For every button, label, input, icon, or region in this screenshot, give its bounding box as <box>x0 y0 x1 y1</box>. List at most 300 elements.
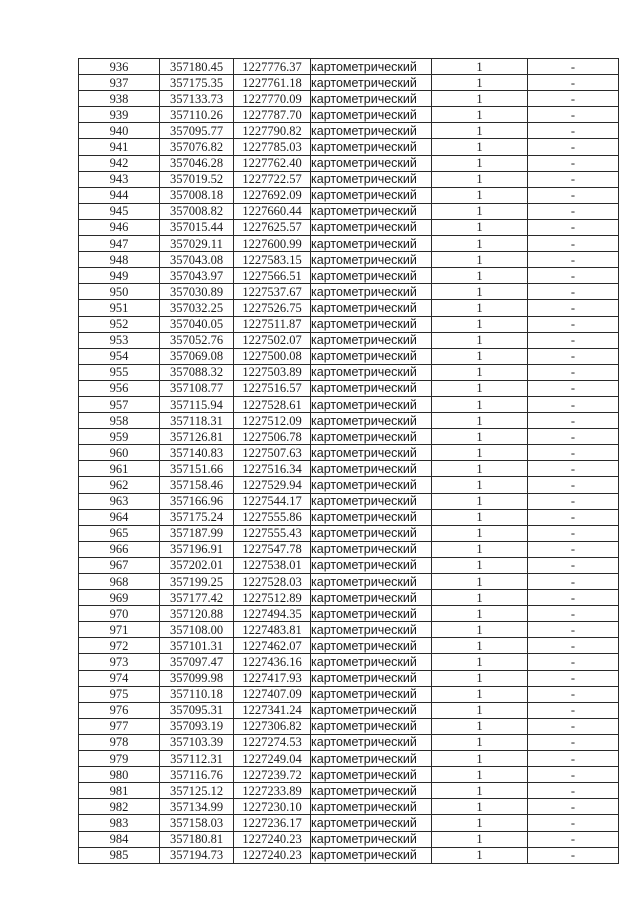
accuracy-cell: 1 <box>432 445 528 461</box>
point-number-cell: 982 <box>79 799 160 815</box>
accuracy-cell: 1 <box>432 718 528 734</box>
note-cell: - <box>528 815 619 831</box>
point-number-cell: 972 <box>79 638 160 654</box>
table-row <box>79 123 619 139</box>
y-coordinate-cell: 1227528.61 <box>234 396 311 412</box>
method-cell: картометрический <box>311 606 432 622</box>
table-row <box>79 574 619 590</box>
point-number-cell: 955 <box>79 364 160 380</box>
x-coordinate-cell: 357158.46 <box>160 477 234 493</box>
table-row <box>79 751 619 767</box>
point-number-cell: 980 <box>79 767 160 783</box>
note-cell: - <box>528 123 619 139</box>
table-row <box>79 332 619 348</box>
note-cell: - <box>528 638 619 654</box>
y-coordinate-cell: 1227529.94 <box>234 477 311 493</box>
accuracy-cell: 1 <box>432 622 528 638</box>
note-cell: - <box>528 91 619 107</box>
point-number-cell: 975 <box>79 686 160 702</box>
coordinates-table-body <box>79 59 619 864</box>
x-coordinate-cell: 357088.32 <box>160 364 234 380</box>
method-cell: картометрический <box>311 718 432 734</box>
note-cell: - <box>528 171 619 187</box>
point-number-cell: 978 <box>79 734 160 750</box>
point-number-cell: 941 <box>79 139 160 155</box>
table-row <box>79 155 619 171</box>
method-cell: картометрический <box>311 574 432 590</box>
method-cell: картометрический <box>311 91 432 107</box>
note-cell: - <box>528 316 619 332</box>
method-cell: картометрический <box>311 75 432 91</box>
note-cell: - <box>528 348 619 364</box>
accuracy-cell: 1 <box>432 767 528 783</box>
point-number-cell: 959 <box>79 429 160 445</box>
point-number-cell: 948 <box>79 252 160 268</box>
x-coordinate-cell: 357133.73 <box>160 91 234 107</box>
method-cell: картометрический <box>311 59 432 75</box>
note-cell: - <box>528 413 619 429</box>
y-coordinate-cell: 1227566.51 <box>234 268 311 284</box>
y-coordinate-cell: 1227516.57 <box>234 380 311 396</box>
note-cell: - <box>528 493 619 509</box>
y-coordinate-cell: 1227483.81 <box>234 622 311 638</box>
x-coordinate-cell: 357110.18 <box>160 686 234 702</box>
accuracy-cell: 1 <box>432 75 528 91</box>
y-coordinate-cell: 1227547.78 <box>234 541 311 557</box>
y-coordinate-cell: 1227544.17 <box>234 493 311 509</box>
method-cell: картометрический <box>311 815 432 831</box>
accuracy-cell: 1 <box>432 219 528 235</box>
table-row <box>79 557 619 573</box>
x-coordinate-cell: 357175.35 <box>160 75 234 91</box>
y-coordinate-cell: 1227500.08 <box>234 348 311 364</box>
point-number-cell: 983 <box>79 815 160 831</box>
x-coordinate-cell: 357008.18 <box>160 187 234 203</box>
accuracy-cell: 1 <box>432 831 528 847</box>
table-row <box>79 236 619 252</box>
note-cell: - <box>528 75 619 91</box>
note-cell: - <box>528 622 619 638</box>
note-cell: - <box>528 574 619 590</box>
method-cell: картометрический <box>311 751 432 767</box>
point-number-cell: 962 <box>79 477 160 493</box>
method-cell: картометрический <box>311 847 432 863</box>
point-number-cell: 961 <box>79 461 160 477</box>
table-row <box>79 396 619 412</box>
x-coordinate-cell: 357093.19 <box>160 718 234 734</box>
method-cell: картометрический <box>311 686 432 702</box>
table-row <box>79 493 619 509</box>
method-cell: картометрический <box>311 461 432 477</box>
x-coordinate-cell: 357108.77 <box>160 380 234 396</box>
y-coordinate-cell: 1227790.82 <box>234 123 311 139</box>
method-cell: картометрический <box>311 268 432 284</box>
x-coordinate-cell: 357103.39 <box>160 734 234 750</box>
accuracy-cell: 1 <box>432 364 528 380</box>
point-number-cell: 967 <box>79 557 160 573</box>
note-cell: - <box>528 268 619 284</box>
table-row <box>79 300 619 316</box>
x-coordinate-cell: 357112.31 <box>160 751 234 767</box>
note-cell: - <box>528 751 619 767</box>
method-cell: картометрический <box>311 493 432 509</box>
table-row <box>79 429 619 445</box>
point-number-cell: 964 <box>79 509 160 525</box>
note-cell: - <box>528 236 619 252</box>
x-coordinate-cell: 357194.73 <box>160 847 234 863</box>
table-row <box>79 686 619 702</box>
accuracy-cell: 1 <box>432 396 528 412</box>
point-number-cell: 946 <box>79 219 160 235</box>
coordinates-table <box>78 58 619 864</box>
note-cell: - <box>528 799 619 815</box>
accuracy-cell: 1 <box>432 525 528 541</box>
accuracy-cell: 1 <box>432 509 528 525</box>
y-coordinate-cell: 1227660.44 <box>234 203 311 219</box>
method-cell: картометрический <box>311 670 432 686</box>
table-row <box>79 541 619 557</box>
accuracy-cell: 1 <box>432 332 528 348</box>
x-coordinate-cell: 357046.28 <box>160 155 234 171</box>
table-row <box>79 590 619 606</box>
method-cell: картометрический <box>311 396 432 412</box>
point-number-cell: 951 <box>79 300 160 316</box>
y-coordinate-cell: 1227240.23 <box>234 847 311 863</box>
method-cell: картометрический <box>311 332 432 348</box>
method-cell: картометрический <box>311 831 432 847</box>
method-cell: картометрический <box>311 654 432 670</box>
accuracy-cell: 1 <box>432 155 528 171</box>
note-cell: - <box>528 590 619 606</box>
table-row <box>79 606 619 622</box>
y-coordinate-cell: 1227503.89 <box>234 364 311 380</box>
x-coordinate-cell: 357120.88 <box>160 606 234 622</box>
point-number-cell: 950 <box>79 284 160 300</box>
accuracy-cell: 1 <box>432 574 528 590</box>
point-number-cell: 942 <box>79 155 160 171</box>
note-cell: - <box>528 477 619 493</box>
method-cell: картометрический <box>311 734 432 750</box>
x-coordinate-cell: 357151.66 <box>160 461 234 477</box>
x-coordinate-cell: 357158.03 <box>160 815 234 831</box>
note-cell: - <box>528 718 619 734</box>
table-row <box>79 638 619 654</box>
method-cell: картометрический <box>311 300 432 316</box>
y-coordinate-cell: 1227341.24 <box>234 702 311 718</box>
y-coordinate-cell: 1227436.16 <box>234 654 311 670</box>
x-coordinate-cell: 357125.12 <box>160 783 234 799</box>
method-cell: картометрический <box>311 171 432 187</box>
method-cell: картометрический <box>311 284 432 300</box>
y-coordinate-cell: 1227537.67 <box>234 284 311 300</box>
x-coordinate-cell: 357140.83 <box>160 445 234 461</box>
accuracy-cell: 1 <box>432 316 528 332</box>
note-cell: - <box>528 252 619 268</box>
note-cell: - <box>528 670 619 686</box>
table-row <box>79 252 619 268</box>
method-cell: картометрический <box>311 413 432 429</box>
accuracy-cell: 1 <box>432 847 528 863</box>
x-coordinate-cell: 357134.99 <box>160 799 234 815</box>
table-row <box>79 831 619 847</box>
x-coordinate-cell: 357099.98 <box>160 670 234 686</box>
note-cell: - <box>528 606 619 622</box>
table-row <box>79 461 619 477</box>
accuracy-cell: 1 <box>432 284 528 300</box>
note-cell: - <box>528 364 619 380</box>
table-row <box>79 284 619 300</box>
y-coordinate-cell: 1227230.10 <box>234 799 311 815</box>
note-cell: - <box>528 831 619 847</box>
y-coordinate-cell: 1227555.43 <box>234 525 311 541</box>
table-row <box>79 815 619 831</box>
table-row <box>79 702 619 718</box>
point-number-cell: 947 <box>79 236 160 252</box>
x-coordinate-cell: 357177.42 <box>160 590 234 606</box>
point-number-cell: 945 <box>79 203 160 219</box>
y-coordinate-cell: 1227236.17 <box>234 815 311 831</box>
y-coordinate-cell: 1227494.35 <box>234 606 311 622</box>
table-row <box>79 91 619 107</box>
method-cell: картометрический <box>311 429 432 445</box>
y-coordinate-cell: 1227538.01 <box>234 557 311 573</box>
table-row <box>79 734 619 750</box>
point-number-cell: 940 <box>79 123 160 139</box>
method-cell: картометрический <box>311 380 432 396</box>
note-cell: - <box>528 654 619 670</box>
x-coordinate-cell: 357118.31 <box>160 413 234 429</box>
y-coordinate-cell: 1227785.03 <box>234 139 311 155</box>
x-coordinate-cell: 357032.25 <box>160 300 234 316</box>
y-coordinate-cell: 1227506.78 <box>234 429 311 445</box>
note-cell: - <box>528 557 619 573</box>
table-row <box>79 509 619 525</box>
method-cell: картометрический <box>311 702 432 718</box>
note-cell: - <box>528 187 619 203</box>
method-cell: картометрический <box>311 509 432 525</box>
table-row <box>79 139 619 155</box>
method-cell: картометрический <box>311 445 432 461</box>
accuracy-cell: 1 <box>432 300 528 316</box>
point-number-cell: 973 <box>79 654 160 670</box>
point-number-cell: 979 <box>79 751 160 767</box>
accuracy-cell: 1 <box>432 107 528 123</box>
note-cell: - <box>528 155 619 171</box>
accuracy-cell: 1 <box>432 203 528 219</box>
x-coordinate-cell: 357069.08 <box>160 348 234 364</box>
method-cell: картометрический <box>311 155 432 171</box>
note-cell: - <box>528 445 619 461</box>
method-cell: картометрический <box>311 219 432 235</box>
note-cell: - <box>528 300 619 316</box>
table-row <box>79 364 619 380</box>
table-row <box>79 203 619 219</box>
note-cell: - <box>528 332 619 348</box>
point-number-cell: 960 <box>79 445 160 461</box>
table-row <box>79 670 619 686</box>
table-row <box>79 525 619 541</box>
method-cell: картометрический <box>311 767 432 783</box>
y-coordinate-cell: 1227507.63 <box>234 445 311 461</box>
note-cell: - <box>528 541 619 557</box>
point-number-cell: 939 <box>79 107 160 123</box>
accuracy-cell: 1 <box>432 686 528 702</box>
accuracy-cell: 1 <box>432 123 528 139</box>
method-cell: картометрический <box>311 203 432 219</box>
y-coordinate-cell: 1227274.53 <box>234 734 311 750</box>
point-number-cell: 957 <box>79 396 160 412</box>
table-row <box>79 171 619 187</box>
x-coordinate-cell: 357043.08 <box>160 252 234 268</box>
x-coordinate-cell: 357115.94 <box>160 396 234 412</box>
y-coordinate-cell: 1227787.70 <box>234 107 311 123</box>
y-coordinate-cell: 1227555.86 <box>234 509 311 525</box>
point-number-cell: 971 <box>79 622 160 638</box>
method-cell: картометрический <box>311 107 432 123</box>
x-coordinate-cell: 357202.01 <box>160 557 234 573</box>
method-cell: картометрический <box>311 252 432 268</box>
point-number-cell: 937 <box>79 75 160 91</box>
accuracy-cell: 1 <box>432 541 528 557</box>
point-number-cell: 952 <box>79 316 160 332</box>
note-cell: - <box>528 203 619 219</box>
point-number-cell: 963 <box>79 493 160 509</box>
y-coordinate-cell: 1227583.15 <box>234 252 311 268</box>
x-coordinate-cell: 357019.52 <box>160 171 234 187</box>
table-row <box>79 767 619 783</box>
method-cell: картометрический <box>311 187 432 203</box>
table-row <box>79 316 619 332</box>
x-coordinate-cell: 357187.99 <box>160 525 234 541</box>
y-coordinate-cell: 1227240.23 <box>234 831 311 847</box>
note-cell: - <box>528 139 619 155</box>
method-cell: картометрический <box>311 316 432 332</box>
point-number-cell: 969 <box>79 590 160 606</box>
table-row <box>79 799 619 815</box>
point-number-cell: 977 <box>79 718 160 734</box>
method-cell: картометрический <box>311 139 432 155</box>
table-row <box>79 348 619 364</box>
method-cell: картометрический <box>311 557 432 573</box>
x-coordinate-cell: 357110.26 <box>160 107 234 123</box>
accuracy-cell: 1 <box>432 751 528 767</box>
accuracy-cell: 1 <box>432 799 528 815</box>
point-number-cell: 936 <box>79 59 160 75</box>
point-number-cell: 938 <box>79 91 160 107</box>
point-number-cell: 953 <box>79 332 160 348</box>
x-coordinate-cell: 357108.00 <box>160 622 234 638</box>
table-row <box>79 75 619 91</box>
y-coordinate-cell: 1227511.87 <box>234 316 311 332</box>
accuracy-cell: 1 <box>432 590 528 606</box>
table-row <box>79 107 619 123</box>
accuracy-cell: 1 <box>432 670 528 686</box>
x-coordinate-cell: 357040.05 <box>160 316 234 332</box>
point-number-cell: 966 <box>79 541 160 557</box>
method-cell: картометрический <box>311 590 432 606</box>
table-row <box>79 187 619 203</box>
table-row <box>79 654 619 670</box>
accuracy-cell: 1 <box>432 91 528 107</box>
y-coordinate-cell: 1227233.89 <box>234 783 311 799</box>
method-cell: картометрический <box>311 236 432 252</box>
x-coordinate-cell: 357095.77 <box>160 123 234 139</box>
accuracy-cell: 1 <box>432 461 528 477</box>
accuracy-cell: 1 <box>432 268 528 284</box>
note-cell: - <box>528 509 619 525</box>
y-coordinate-cell: 1227462.07 <box>234 638 311 654</box>
point-number-cell: 944 <box>79 187 160 203</box>
note-cell: - <box>528 219 619 235</box>
accuracy-cell: 1 <box>432 59 528 75</box>
table-row <box>79 413 619 429</box>
accuracy-cell: 1 <box>432 815 528 831</box>
point-number-cell: 958 <box>79 413 160 429</box>
y-coordinate-cell: 1227512.09 <box>234 413 311 429</box>
y-coordinate-cell: 1227502.07 <box>234 332 311 348</box>
y-coordinate-cell: 1227407.09 <box>234 686 311 702</box>
y-coordinate-cell: 1227692.09 <box>234 187 311 203</box>
note-cell: - <box>528 686 619 702</box>
y-coordinate-cell: 1227249.04 <box>234 751 311 767</box>
point-number-cell: 943 <box>79 171 160 187</box>
note-cell: - <box>528 783 619 799</box>
table-row <box>79 622 619 638</box>
x-coordinate-cell: 357196.91 <box>160 541 234 557</box>
point-number-cell: 956 <box>79 380 160 396</box>
y-coordinate-cell: 1227516.34 <box>234 461 311 477</box>
accuracy-cell: 1 <box>432 493 528 509</box>
accuracy-cell: 1 <box>432 252 528 268</box>
accuracy-cell: 1 <box>432 380 528 396</box>
x-coordinate-cell: 357180.81 <box>160 831 234 847</box>
accuracy-cell: 1 <box>432 734 528 750</box>
table-row <box>79 380 619 396</box>
note-cell: - <box>528 380 619 396</box>
method-cell: картометрический <box>311 622 432 638</box>
accuracy-cell: 1 <box>432 413 528 429</box>
table-row <box>79 477 619 493</box>
note-cell: - <box>528 525 619 541</box>
method-cell: картометрический <box>311 541 432 557</box>
table-row <box>79 59 619 75</box>
y-coordinate-cell: 1227722.57 <box>234 171 311 187</box>
x-coordinate-cell: 357015.44 <box>160 219 234 235</box>
x-coordinate-cell: 357052.76 <box>160 332 234 348</box>
accuracy-cell: 1 <box>432 783 528 799</box>
point-number-cell: 985 <box>79 847 160 863</box>
note-cell: - <box>528 107 619 123</box>
table-row <box>79 445 619 461</box>
note-cell: - <box>528 767 619 783</box>
accuracy-cell: 1 <box>432 606 528 622</box>
x-coordinate-cell: 357199.25 <box>160 574 234 590</box>
y-coordinate-cell: 1227417.93 <box>234 670 311 686</box>
method-cell: картометрический <box>311 783 432 799</box>
accuracy-cell: 1 <box>432 477 528 493</box>
accuracy-cell: 1 <box>432 429 528 445</box>
accuracy-cell: 1 <box>432 654 528 670</box>
accuracy-cell: 1 <box>432 236 528 252</box>
table-row <box>79 847 619 863</box>
y-coordinate-cell: 1227526.75 <box>234 300 311 316</box>
point-number-cell: 965 <box>79 525 160 541</box>
accuracy-cell: 1 <box>432 171 528 187</box>
accuracy-cell: 1 <box>432 139 528 155</box>
table-row <box>79 268 619 284</box>
accuracy-cell: 1 <box>432 557 528 573</box>
method-cell: картометрический <box>311 477 432 493</box>
